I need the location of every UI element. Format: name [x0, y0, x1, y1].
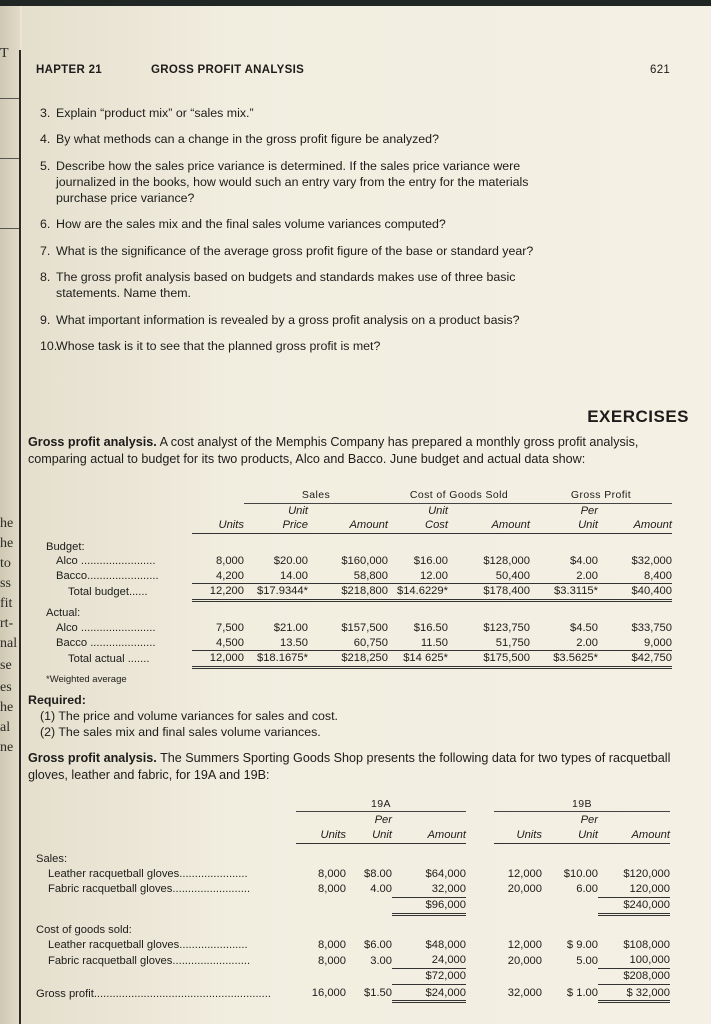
exercise-2-title: Gross profit analysis. — [28, 751, 157, 765]
margin-fragment: se — [0, 658, 12, 673]
table-row: Fabric racquetball gloves......................... 8,000 3.00 24,000 20,000 5.00 100,000 — [48, 954, 670, 967]
margin-fragment: ss — [0, 576, 11, 591]
question-item: 10. Whose task is it to see that the planned gross profit is met? — [40, 338, 381, 353]
exercise-1-intro — [28, 434, 678, 468]
required-label: Required: — [28, 693, 86, 707]
question-item: 6. How are the sales mix and the final sales volume variances computed? — [40, 217, 446, 232]
margin-fragment: es — [0, 680, 12, 695]
exercises-heading: EXERCISES — [587, 407, 689, 426]
question-item: 9. What important information is revealed by a gross profit analysis on a product basis? — [40, 312, 520, 327]
table-subheader-row: Per Per — [374, 813, 598, 826]
table-column-header-row: Units Unit Amount Units Unit Amount — [36, 827, 670, 843]
group-header: Sales — [244, 488, 388, 503]
exercise-1-title: Gross profit analysis. — [28, 435, 157, 449]
table-row: Alco ........................ 7,500 $21.00 $157,500 $16.50 $123,750 $4.50 $33,750 — [56, 622, 672, 635]
margin-rule — [0, 228, 20, 229]
section-label-row: Actual: — [46, 607, 81, 620]
table-total-row: Total budget...... 12,200 $17.9344* $218,800 $14.6229* $178,400 $3.3115* $40,400 — [32, 584, 672, 601]
group-header: Gross Profit — [530, 488, 672, 503]
margin-fragment: al — [0, 720, 11, 735]
question-item: 5. Describe how the sales price variance is determined. If the sales price variance were journalized in the books, how would such an entry vary from the entry for the materials purchase price variance? — [40, 158, 529, 206]
question-item: 3. Explain “product mix” or “sales mix.” — [40, 106, 254, 120]
page-number: 621 — [650, 64, 671, 76]
table-row: Leather racquetball gloves...................... 8,000 $8.00 $64,000 12,000 $10.00 $120,000 — [48, 867, 670, 880]
year-header: 19B — [494, 796, 670, 812]
table-row: Fabric racquetball gloves......................... 8,000 4.00 32,000 20,000 6.00 120,000 — [48, 883, 670, 896]
margin-fragment: he — [0, 536, 14, 551]
table-subheader-row: Unit Unit Per — [288, 504, 598, 517]
exercise-2-intro — [28, 750, 678, 784]
facing-page-edge — [0, 6, 20, 1024]
margin-fragment: to — [0, 556, 11, 571]
required-item: (1) The price and volume variances for sales and cost. — [40, 709, 338, 723]
section-label-row: Cost of goods sold: — [36, 923, 132, 936]
margin-fragment: he — [0, 700, 14, 715]
margin-fragment: T — [0, 46, 9, 61]
exercise-1-body: A cost analyst of the Memphis Company has prepared a monthly gross profit analysis, comparing actual to budget for its two products, Alco and Bacco. June budget and actual data show: — [28, 435, 639, 466]
table-group-header-row — [32, 488, 672, 503]
review-questions — [40, 105, 560, 364]
footnote-row — [32, 667, 672, 687]
group-header: Cost of Goods Sold — [388, 488, 530, 503]
book-page — [22, 6, 711, 1024]
margin-fragment: he — [0, 516, 14, 531]
required-item: (2) The sales mix and final sales volume variances. — [40, 725, 321, 739]
table-row: Bacco ..................... 4,500 13.50 60,750 11.50 51,750 2.00 9,000 — [56, 636, 672, 649]
year-header: 19A — [296, 796, 466, 812]
section-label-row: Sales: — [36, 852, 68, 865]
table-row: Bacco....................... 4,200 14.00 58,800 12.00 50,400 2.00 8,400 — [56, 569, 672, 583]
chapter-title: GROSS PROFIT ANALYSIS — [151, 64, 305, 76]
table-subtotal-row: $96,000 $240,000 — [36, 897, 670, 914]
margin-fragment: ne — [0, 740, 14, 755]
exercise-2-table — [36, 796, 670, 1003]
table-column-header-row: Units Price Amount Cost Amount Unit Amount — [32, 518, 672, 533]
margin-fragment: nal — [0, 636, 18, 651]
question-item: 4. By what methods can a change in the gross profit figure be analyzed? — [40, 132, 439, 147]
table-subtotal-row: $72,000 $208,000 — [36, 968, 670, 984]
margin-rule — [0, 98, 20, 99]
exercise-2-body: The Summers Sporting Goods Shop presents the following data for two types of racquetball gloves, leather and fabric, for 19A and 19B: — [28, 751, 671, 782]
table-total-row: Total actual ....... 12,000 $18.1675* $218,250 $14 625* $175,500 $3.5625* $42,750 — [32, 650, 672, 667]
section-label-row: Budget: — [46, 540, 85, 553]
margin-fragment: fit — [0, 596, 13, 611]
question-item: 7. What is the significance of the average gross profit figure of the base or standard year? — [40, 243, 534, 258]
margin-rule — [0, 158, 20, 159]
table-total-row: Gross profit......................................................... 16,000 $1.50 $24,000 32,000 $ 1.00 $ 32,000 — [36, 985, 670, 1002]
chapter-label: HAPTER 21 — [36, 64, 102, 76]
exercise-1-table — [32, 488, 672, 687]
footnote: *Weighted average — [46, 674, 127, 686]
margin-fragment: rt- — [0, 616, 14, 631]
table-year-header-row — [36, 796, 670, 812]
table-row: Alco ........................ 8,000 $20.00 $160,000 $16.00 $128,000 $4.00 $32,000 — [56, 555, 672, 568]
table-row: Leather racquetball gloves...................... 8,000 $6.00 $48,000 12,000 $ 9.00 $108,000 — [48, 939, 670, 952]
exercise-1-required — [28, 692, 338, 740]
page-gutter-line — [19, 50, 21, 1024]
question-item: 8. The gross profit analysis based on budgets and standards makes use of three basic statements. Name them. — [40, 270, 516, 301]
